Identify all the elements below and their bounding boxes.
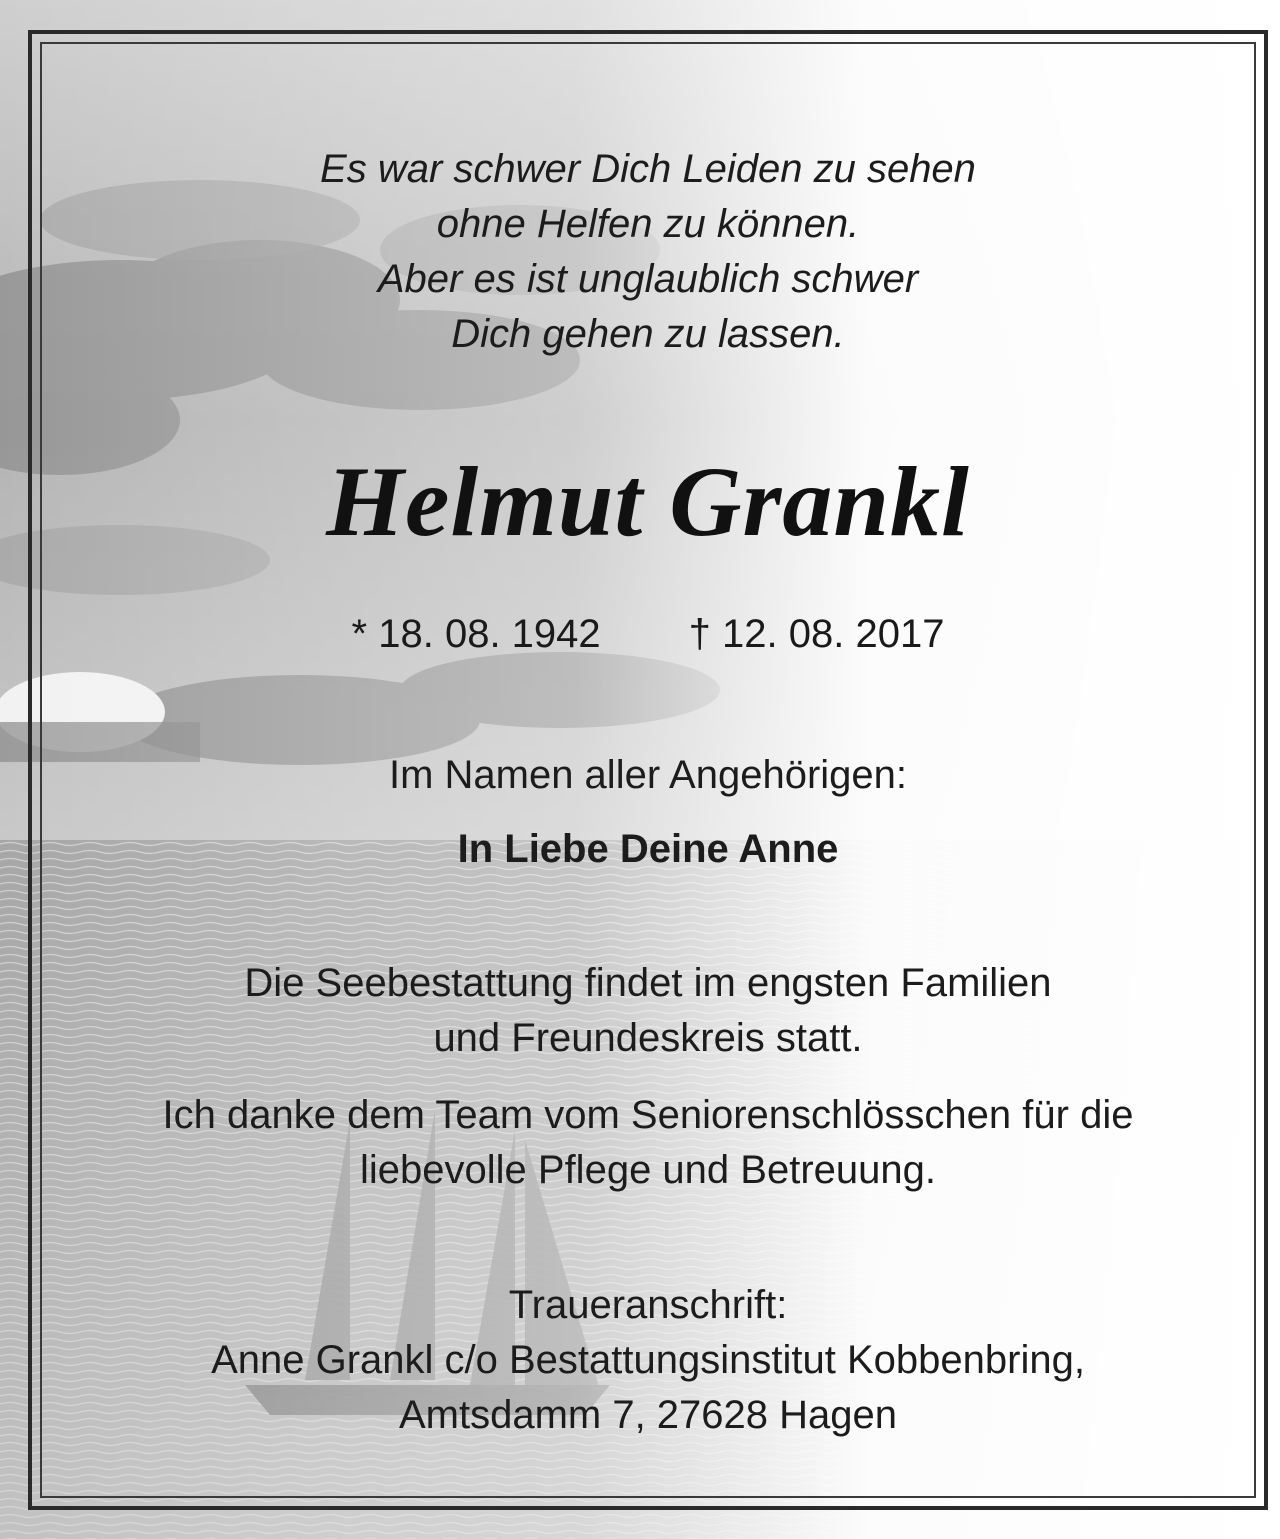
signature [40, 822, 1256, 877]
mourning-address [40, 1278, 1256, 1443]
thanks-notice [40, 1088, 1256, 1198]
deceased-name: Helmut Grankl [326, 446, 970, 557]
burial-line: Die Seebestattung findet im engsten Familien [244, 961, 1052, 1005]
address-label: Traueranschrift: [508, 1283, 788, 1327]
on-behalf-line: Im Namen aller Angehörigen: [388, 753, 908, 797]
burial-notice [40, 956, 1256, 1066]
poem-line: ohne Helfen zu können. [436, 202, 860, 246]
poem [40, 142, 1256, 362]
thanks-line: liebevolle Pflege und Betreuung. [360, 1148, 936, 1192]
death-date: † 12. 08. 2017 [688, 612, 945, 656]
poem-line: Es war schwer Dich Leiden zu sehen [320, 147, 976, 191]
burial-line: und Freundeskreis statt. [433, 1016, 863, 1060]
address-line: Amtsdamm 7, 27628 Hagen [398, 1393, 898, 1437]
on-behalf-text [40, 748, 1256, 803]
poem-line: Aber es ist unglaublich schwer [377, 257, 919, 301]
thanks-line: Ich danke dem Team vom Seniorenschlösschen für die [162, 1093, 1134, 1137]
signature-line: In Liebe Deine Anne [457, 827, 839, 871]
life-dates [40, 609, 1256, 659]
obituary-notice [40, 42, 1256, 1498]
address-line: Anne Grankl c/o Bestattungsinstitut Kobbenbring, [211, 1338, 1085, 1382]
poem-line: Dich gehen zu lassen. [451, 312, 845, 356]
birth-date: * 18. 08. 1942 [351, 612, 601, 656]
